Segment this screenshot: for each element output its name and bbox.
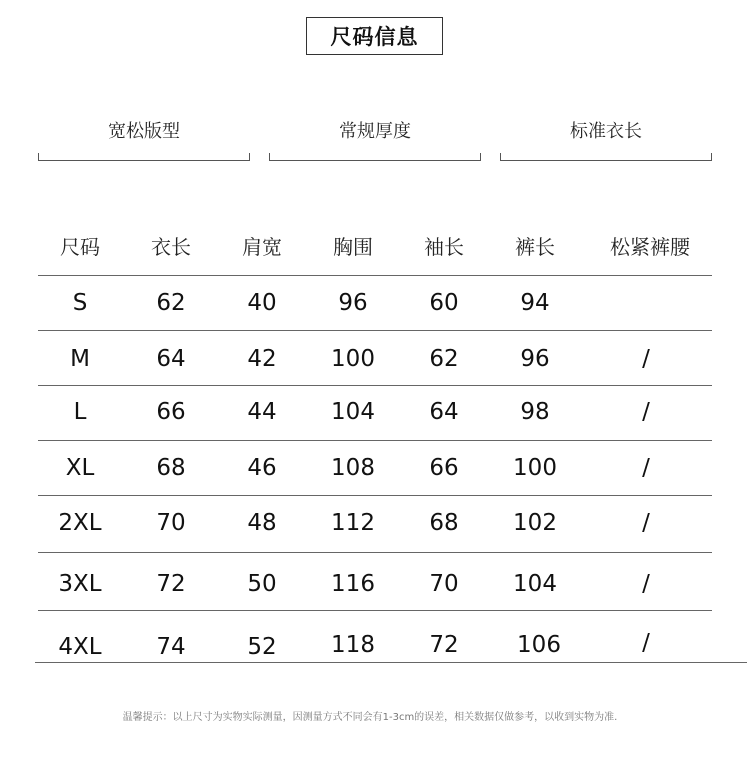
header-pants: 裤长 bbox=[515, 235, 555, 259]
cell-size: XL bbox=[65, 455, 95, 481]
cell-chest: 112 bbox=[331, 510, 375, 536]
cell-shoulder: 40 bbox=[247, 290, 277, 316]
cell-shoulder: 44 bbox=[247, 399, 277, 425]
cell-length: 70 bbox=[156, 510, 186, 536]
table-divider bbox=[38, 610, 712, 611]
feature-thickness-label: 常规厚度 bbox=[339, 121, 411, 142]
cell-length: 66 bbox=[156, 399, 186, 425]
feature-fit-label: 宽松版型 bbox=[108, 121, 180, 142]
cell-pants: 104 bbox=[513, 571, 557, 597]
cell-sleeve: 64 bbox=[429, 399, 459, 425]
table-divider bbox=[38, 385, 712, 386]
cell-shoulder: 46 bbox=[247, 455, 277, 481]
cell-length: 74 bbox=[156, 634, 186, 660]
cell-shoulder: 52 bbox=[247, 634, 277, 660]
cell-shoulder: 48 bbox=[247, 510, 277, 536]
table-divider bbox=[38, 440, 712, 441]
cell-chest: 118 bbox=[331, 632, 375, 658]
cell-sleeve: 68 bbox=[429, 510, 459, 536]
cell-waistband: / bbox=[642, 630, 650, 656]
cell-sleeve: 70 bbox=[429, 571, 459, 597]
cell-sleeve: 60 bbox=[429, 290, 459, 316]
cell-chest: 104 bbox=[331, 399, 375, 425]
cell-shoulder: 50 bbox=[247, 571, 277, 597]
cell-size: L bbox=[73, 399, 87, 425]
cell-pants: 96 bbox=[520, 346, 550, 372]
cell-waistband: / bbox=[642, 571, 650, 597]
cell-length: 64 bbox=[156, 346, 186, 372]
cell-size: 4XL bbox=[58, 634, 102, 660]
feature-bracket bbox=[269, 153, 481, 161]
cell-chest: 108 bbox=[331, 455, 375, 481]
cell-size: 2XL bbox=[58, 510, 102, 536]
cell-sleeve: 62 bbox=[429, 346, 459, 372]
header-length: 衣长 bbox=[151, 235, 191, 259]
cell-waistband: / bbox=[642, 399, 650, 425]
cell-sleeve: 66 bbox=[429, 455, 459, 481]
cell-pants: 100 bbox=[513, 455, 557, 481]
cell-chest: 100 bbox=[331, 346, 375, 372]
feature-bracket bbox=[38, 153, 250, 161]
table-divider bbox=[38, 275, 712, 276]
cell-size: 3XL bbox=[58, 571, 102, 597]
table-divider bbox=[38, 330, 712, 331]
table-bottom-rule bbox=[35, 662, 747, 663]
feature-length-label: 标准衣长 bbox=[570, 121, 642, 142]
cell-size: M bbox=[70, 346, 90, 372]
feature-thickness bbox=[269, 117, 481, 161]
header-sleeve: 袖长 bbox=[424, 235, 464, 259]
header-chest: 胸围 bbox=[333, 235, 373, 259]
cell-waistband: / bbox=[642, 455, 650, 481]
cell-waistband: / bbox=[642, 346, 650, 372]
cell-chest: 96 bbox=[338, 290, 368, 316]
page-title: 尺码信息 bbox=[306, 17, 443, 55]
cell-length: 72 bbox=[156, 571, 186, 597]
cell-sleeve: 72 bbox=[429, 632, 459, 658]
feature-length bbox=[500, 117, 712, 161]
feature-bracket bbox=[500, 153, 712, 161]
feature-fit bbox=[38, 117, 250, 161]
cell-waistband: / bbox=[642, 510, 650, 536]
cell-shoulder: 42 bbox=[247, 346, 277, 372]
cell-chest: 116 bbox=[331, 571, 375, 597]
header-size: 尺码 bbox=[60, 235, 100, 259]
cell-length: 62 bbox=[156, 290, 186, 316]
table-divider bbox=[38, 495, 712, 496]
cell-pants: 102 bbox=[513, 510, 557, 536]
cell-size: S bbox=[72, 290, 88, 316]
measurement-note: 温馨提示：以上尺寸为实物实际测量，因测量方式不同会有1-3cm的误差，相关数据仅做参考，以收到实物为准. bbox=[122, 712, 618, 723]
header-shoulder: 肩宽 bbox=[242, 235, 282, 259]
cell-length: 68 bbox=[156, 455, 186, 481]
cell-pants: 98 bbox=[520, 399, 550, 425]
table-divider bbox=[38, 552, 712, 553]
cell-pants: 94 bbox=[520, 290, 550, 316]
header-waistband: 松紧裤腰 bbox=[610, 235, 690, 259]
cell-pants: 106 bbox=[517, 632, 561, 658]
